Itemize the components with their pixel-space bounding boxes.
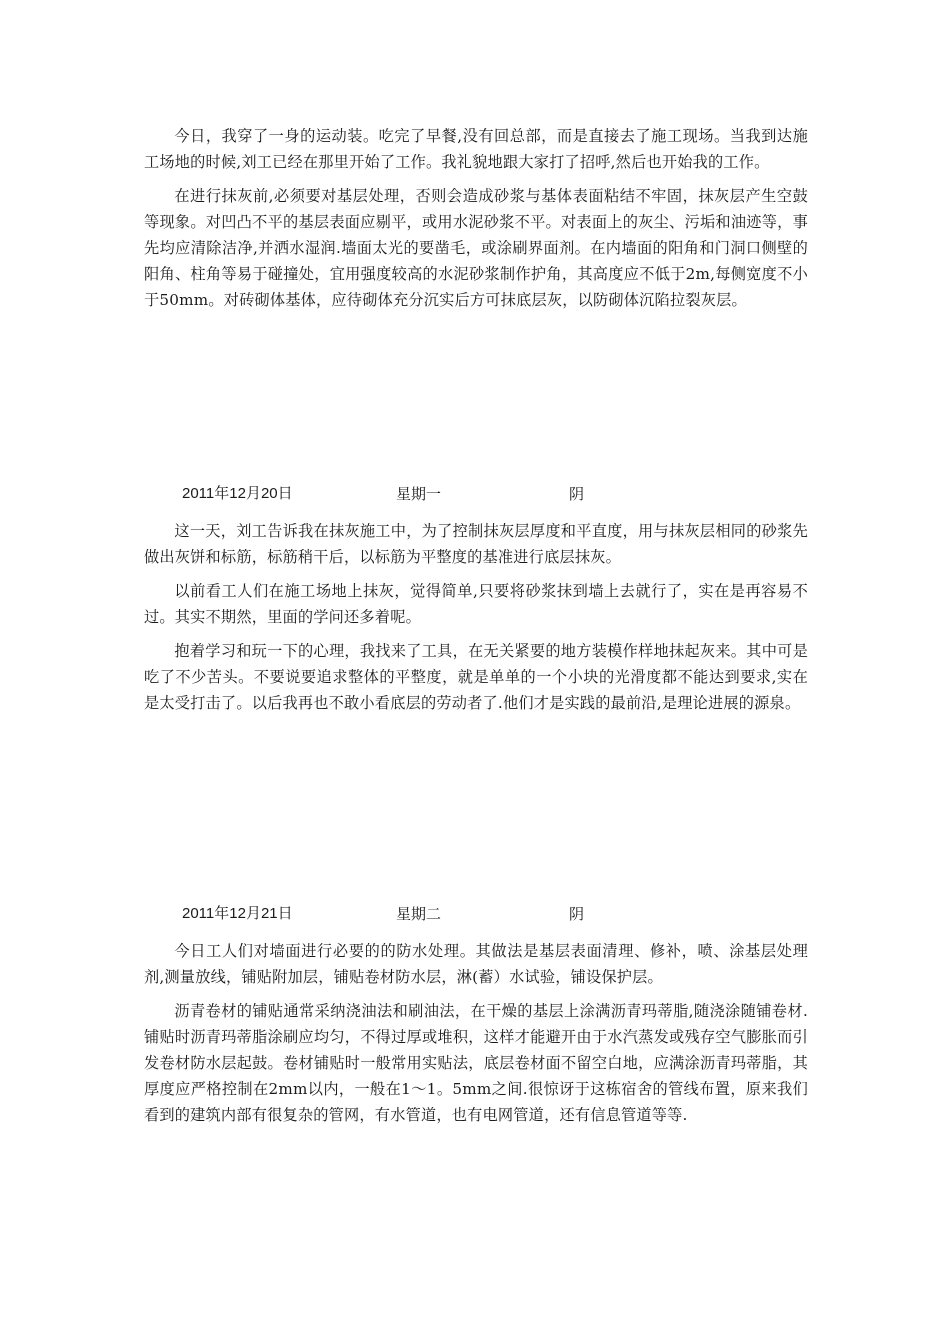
entry-weekday: 星期一 — [396, 485, 442, 503]
entry-weather: 阴 — [569, 905, 585, 923]
entry-body — [144, 518, 808, 724]
paragraph: 今日，我穿了一身的运动装。吃完了早餐,没有回总部，而是直接去了施工现场。当我到达施工场地的时候,刘工已经在那里开始了工作。我礼貌地跟大家打了招呼,然后也开始我的工作。 — [144, 127, 808, 171]
paragraph: 以前看工人们在施工场地上抹灰，觉得简单,只要将砂浆抹到墙上去就行了，实在是再容易不过。其实不期然，里面的学问还多着呢。 — [144, 582, 808, 626]
paragraph: 在进行抹灰前,必须要对基层处理，否则会造成砂浆与基体表面粘结不牢固，抹灰层产生空鼓等现象。对凹凸不平的基层表面应剔平，或用水泥砂浆不平。对表面上的灰尘、污垢和油迹等，事先均应清除洁净,并洒水湿润.墙面太光的要凿毛，或涂刷界面剂。在内墙面的阳角和门洞口侧壁的阳角、柱角等易于碰撞处，宜用强度较高的水泥砂浆制作护角，其高度应不低于2m,每侧宽度不小于50mm。对砖砌体基体，应待砌体充分沉实后方可抹底层灰，以防砌体沉陷拉裂灰层。 — [144, 187, 808, 309]
intro-section — [144, 123, 808, 321]
paragraph: 今日工人们对墙面进行必要的的防水处理。其做法是基层表面清理、修补，喷、涂基层处理剂,测量放线，铺贴附加层，铺贴卷材防水层，淋(蓄）水试验，铺设保护层。 — [144, 942, 808, 986]
paragraph: 抱着学习和玩一下的心理，我找来了工具，在无关紧要的地方装模作样地抹起灰来。其中可是吃了不少苦头。不要说要追求整体的平整度，就是单单的一个小块的光滑度都不能达到要求,实在是太受打击了。以后我再也不敢小看底层的劳动者了.他们才是实践的最前沿,是理论进展的源泉。 — [144, 642, 808, 712]
entry-date: 2011年12月20日 — [182, 485, 293, 502]
paragraph: 这一天，刘工告诉我在抹灰施工中，为了控制抹灰层厚度和平直度，用与抹灰层相同的砂浆先做出灰饼和标筋，标筋稍干后，以标筋为平整度的基准进行底层抹灰。 — [144, 522, 808, 566]
entry-body — [144, 938, 808, 1136]
entry-weekday: 星期二 — [396, 905, 442, 923]
paragraph: 沥青卷材的铺贴通常采纳浇油法和刷油法，在干燥的基层上涂满沥青玛蒂脂,随浇涂随铺卷材.铺贴时沥青玛蒂脂涂刷应均匀，不得过厚或堆积，这样才能避开由于水汽蒸发或残存空气膨胀而引发卷材防水层起鼓。卷材铺贴时一般常用实贴法，底层卷材面不留空白地，应满涂沥青玛蒂脂，其厚度应严格控制在2mm以内，一般在1～1。5mm之间.很惊讶于这栋宿舍的管线布置，原来我们看到的建筑内部有很复杂的管网，有水管道，也有电网管道，还有信息管道等等. — [144, 1002, 808, 1124]
entry-weather: 阴 — [569, 485, 585, 503]
entry-date: 2011年12月21日 — [182, 905, 293, 922]
